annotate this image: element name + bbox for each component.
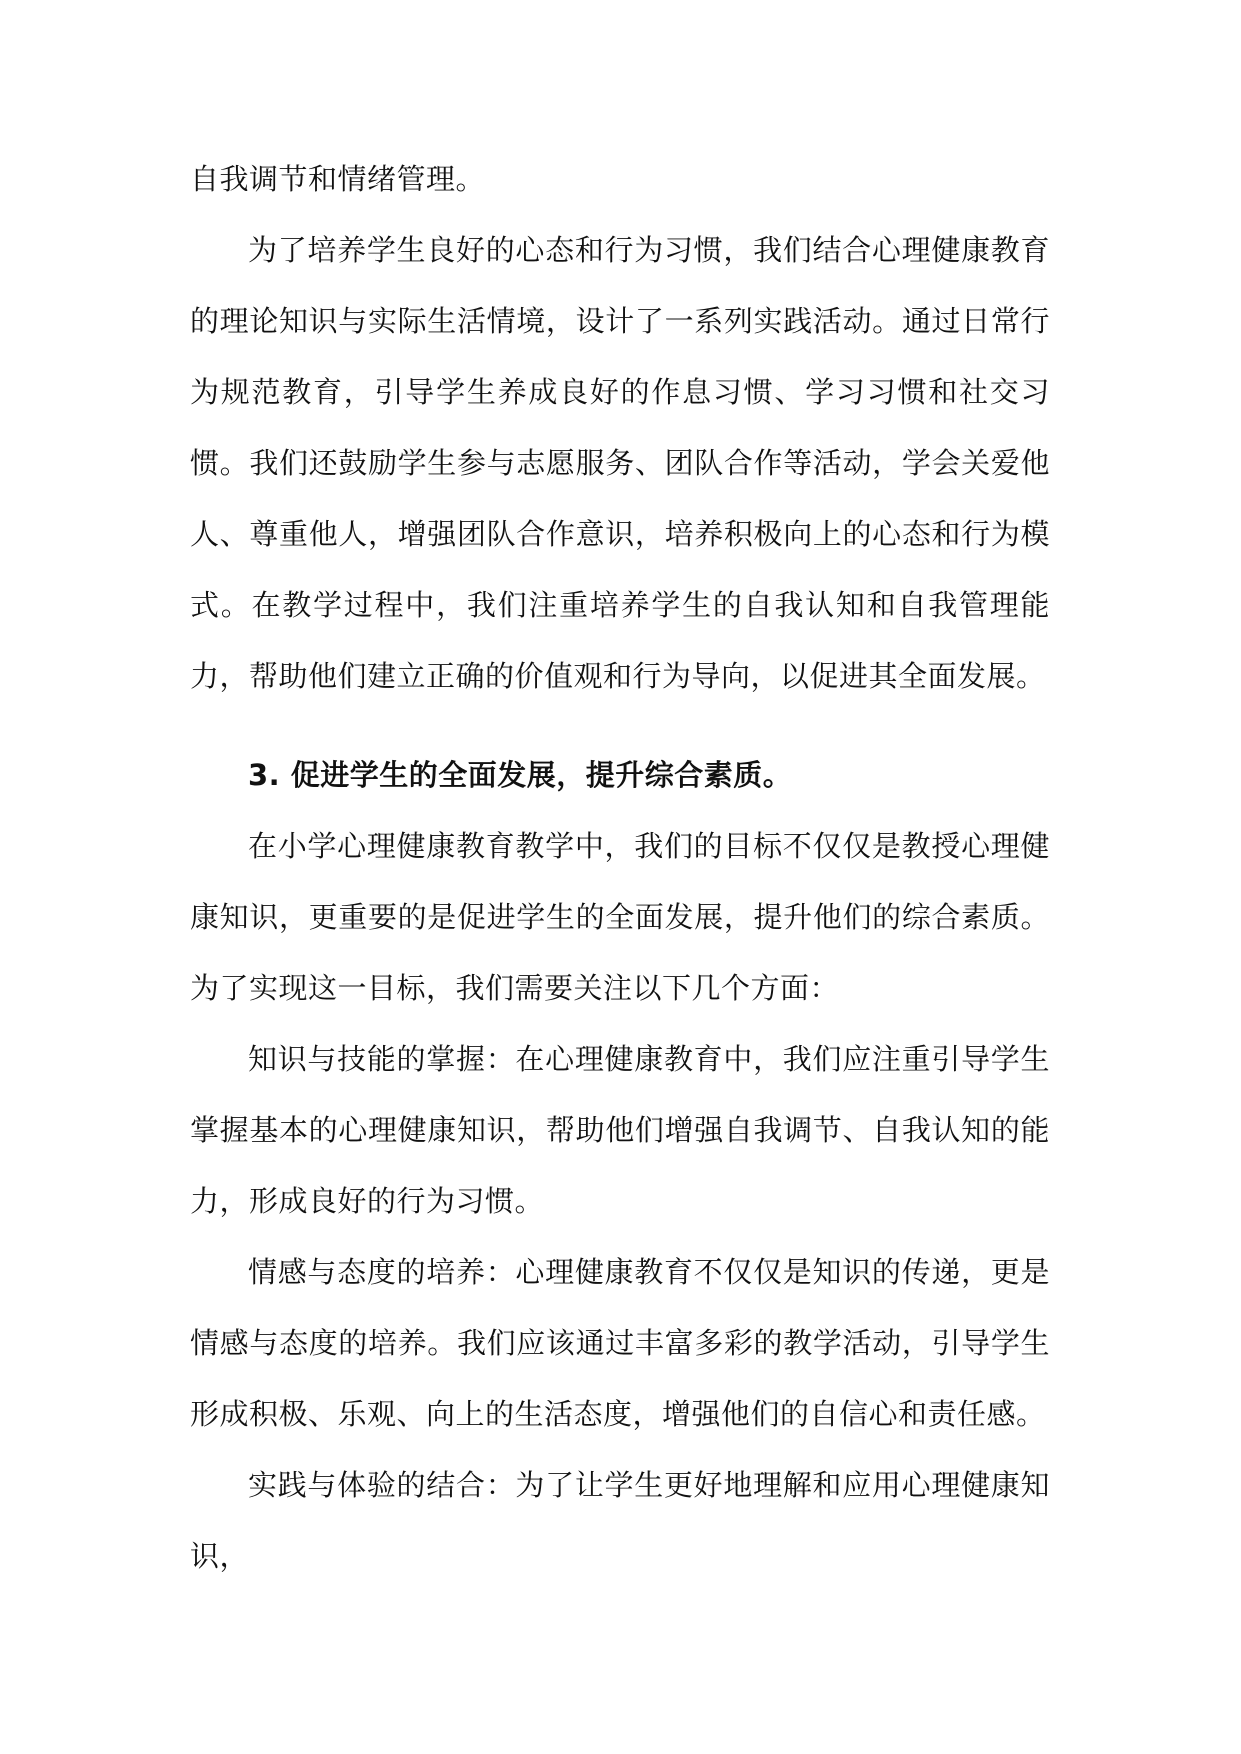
document-body (190, 144, 1050, 1592)
paragraph-goals: 在小学心理健康教育教学中，我们的目标不仅仅是教授心理健康知识，更重要的是促进学生的全面发展，提升他们的综合素质。为了实现这一目标，我们需要关注以下几个方面： (190, 829, 1050, 1005)
paragraph-emotion-attitude: 情感与态度的培养：心理健康教育不仅仅是知识的传递，更是情感与态度的培养。我们应该通过丰富多彩的教学活动，引导学生形成积极、乐观、向上的生活态度，增强他们的自信心和责任感。 (190, 1255, 1050, 1431)
section-heading: 3. 促进学生的全面发展，提升综合素质。 (248, 758, 793, 792)
paragraph-habits: 为了培养学生良好的心态和行为习惯，我们结合心理健康教育的理论知识与实际生活情境，设计了一系列实践活动。通过日常行为规范教育，引导学生养成良好的作息习惯、学习习惯和社交习惯。我们还鼓励学生参与志愿服务、团队合作等活动，学会关爱他人、尊重他人，增强团队合作意识，培养积极向上的心态和行为模式。在教学过程中，我们注重培养学生的自我认知和自我管理能力，帮助他们建立正确的价值观和行为导向，以促进其全面发展。 (190, 233, 1050, 693)
paragraph-practice-experience: 实践与体验的结合：为了让学生更好地理解和应用心理健康知识， (190, 1468, 1050, 1573)
paragraph-continuation: 自我调节和情绪管理。 (190, 162, 486, 196)
paragraph-knowledge-skills: 知识与技能的掌握：在心理健康教育中，我们应注重引导学生掌握基本的心理健康知识，帮助他们增强自我调节、自我认知的能力，形成良好的行为习惯。 (190, 1042, 1050, 1218)
